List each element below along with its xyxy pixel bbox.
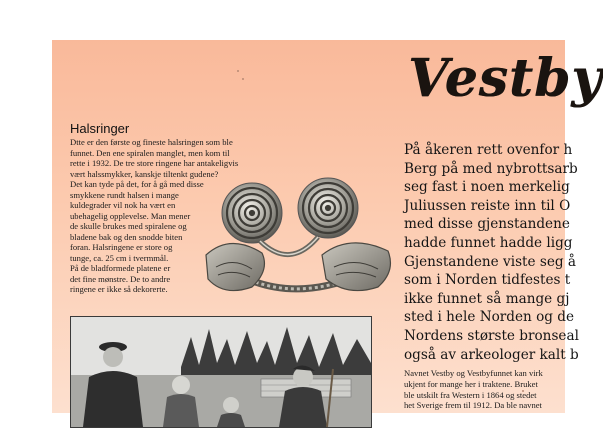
section-heading: Halsringer [70,121,130,136]
paper-speck [242,78,244,80]
section-paragraph: På åkeren rett ovenfor h Berg på med nybrottsarb seg fast i noen merkelig Juliussen reiste inn til O med disse gjenstandene hadde funnet hadde ligg Gjenstandene viste seg å som i Norden tidfestes t ikke funnet så mange gj sted i hele Norden og de Nordens største bronseal også av arkeologer kalt b [404,142,579,363]
section-paragraph: Navnet Vestby og Vestbyfunnet kan virk ukjent for mange her i traktene. Bruket ble utskilt fra Western i 1864 og stedet het Sverige frem til 1912. Da ble navnet [404,368,543,411]
spiral-left [222,183,282,243]
poster-title: Vestby [408,48,603,109]
neck-ring-photo [200,175,400,305]
historic-photo [70,316,372,428]
spiral-right [298,178,358,238]
poster-panel [52,40,603,413]
section-paragraph: Dtte er den første og fineste halsringen som ble funnet. Den ene spiralen manglet, men kom til rette i 1932. De tre store ringene har antakeligvis vært halssmykker, kanskje tiltenkt gudene? Det kan tyde på det, for å gå med disse smykkene rundt halsen i mange kuldegrader vil nok ha vært en ubehagelig opplevelse. Man mener de skulle brukes med spiralene og bladene bak og den snodde biten foran. Halsringene er store og tunge, ca. 25 cm i tvermmål. På de bladformede platene er det fine mønstre. De to andre ringene er ikke så dekorerte. [70,137,239,294]
paper-speck [237,70,239,72]
